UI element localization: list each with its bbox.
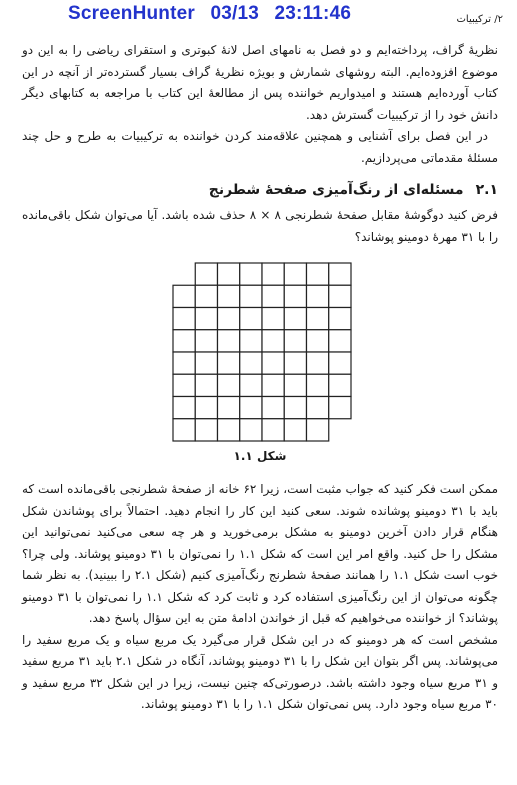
- board-cell: [307, 285, 329, 307]
- board-cell: [240, 397, 262, 419]
- board-cell: [307, 308, 329, 330]
- board-cell: [195, 330, 217, 352]
- board-cell: [284, 374, 306, 396]
- board-cell: [218, 397, 240, 419]
- board-cell: [329, 352, 351, 374]
- intro-paragraph-2: در این فصل برای آشنایی و همچنین علاقه‌مند کردن خواننده به ترکیبیات به طرح و حل چند مسئلهٔ مقدماتی می‌پردازیم.: [22, 129, 498, 165]
- board-cell: [173, 285, 195, 307]
- board-cell: [173, 397, 195, 419]
- board-cell: [329, 263, 351, 285]
- figure-1-1: [22, 262, 498, 467]
- board-cell: [218, 374, 240, 396]
- board-cell: [329, 285, 351, 307]
- board-cell: [218, 419, 240, 441]
- board-cell: [218, 330, 240, 352]
- board-cell: [195, 308, 217, 330]
- board-cell: [307, 352, 329, 374]
- board-cell: [284, 308, 306, 330]
- body-paragraph-2: مشخص است که هر دومینو که در این شکل قرار می‌گیرد یک مربع سیاه و یک مربع سفید را می‌پوشاند. پس اگر بتوان این شکل را با ۳۱ دومینو پوشاند، آنگاه در شکل ۲.۱ باید ۳۱ مربع سفید و ۳۱ مربع سیاه وجود داشته باشد. درصورتی‌که چنین نیست، زیرا در این شکل ۳۲ مربع سفید و ۳۰ مربع سیاه وجود دارد. پس نمی‌توان شکل ۱.۱ را با ۳۱ دومینو پوشاند.: [22, 632, 499, 711]
- board-cell: [218, 308, 240, 330]
- section-title: مسئله‌ای از رنگ‌آمیزی صفحهٔ شطرنج: [208, 182, 464, 198]
- board-cell: [218, 263, 240, 285]
- board-cell: [284, 285, 306, 307]
- board-cell: [307, 330, 329, 352]
- board-cell: [307, 419, 329, 441]
- board-cell: [195, 352, 217, 374]
- board-cell: [284, 419, 306, 441]
- board-cell: [240, 419, 262, 441]
- board-cell: [284, 263, 306, 285]
- board-cell: [195, 263, 217, 285]
- board-cell: [240, 285, 262, 307]
- board-cell: [284, 330, 306, 352]
- board-cell: [240, 374, 262, 396]
- board-cell: [307, 397, 329, 419]
- board-cell: [262, 397, 284, 419]
- overlay-date: 03/13: [210, 3, 260, 24]
- body-paragraph-1: ممکن است فکر کنید که جواب مثبت است، زیرا ۶۲ خانه از صفحهٔ شطرنجی باقی‌مانده است که باید با ۳۱ دومینو پوشانده شوند. سعی کنید این کار را انجام دهید. احتمالاً برای پوشاندن شکل هنگام قرار دادن آخرین دومینو به مشکل برمی‌خورید و هر چه سعی می‌کنید نمی‌توانید این مشکل را حل کنید. واقع امر این است که شکل ۱.۱ را نمی‌توان با ۳۱ دومینو پوشاند. ولی چرا؟ خوب است شکل ۱.۱ را همانند صفحهٔ شطرنج رنگ‌آمیزی کنیم (شکل ۲.۱ را ببینید). به نظر شما چگونه می‌توان از این رنگ‌آمیزی استفاده کرد و ثابت کرد که شکل ۱.۱ را نمی‌توان با ۳۱ دومینو پوشاند؟ از خواننده می‌خواهیم که قبل از خواندن ادامهٔ متن به این سؤال پاسخ دهد.: [22, 482, 499, 625]
- board-cell: [307, 374, 329, 396]
- board-cell: [173, 308, 195, 330]
- board-cell: [329, 374, 351, 396]
- board-cell: [329, 397, 351, 419]
- figure-caption: شکل ۱.۱: [233, 449, 287, 463]
- board-cell: [240, 330, 262, 352]
- screenhunter-overlay: [68, 3, 351, 25]
- board-cell: [173, 374, 195, 396]
- board-cell: [218, 285, 240, 307]
- board-cell: [284, 397, 306, 419]
- board-cell: [262, 285, 284, 307]
- board-cell: [173, 419, 195, 441]
- board-cell: [173, 330, 195, 352]
- board-cell: [284, 352, 306, 374]
- overlay-time: 23:11:46: [274, 3, 352, 24]
- board-cell: [329, 330, 351, 352]
- board-cell: [262, 308, 284, 330]
- section-heading: [22, 179, 498, 201]
- board-cell: [195, 419, 217, 441]
- board-cell: [307, 263, 329, 285]
- section-number: ۲.۱: [475, 182, 498, 198]
- board-cell: [195, 374, 217, 396]
- board-cell: [195, 285, 217, 307]
- book-page: [22, 40, 498, 716]
- overlay-app-name: ScreenHunter: [68, 3, 195, 24]
- running-head: ۲/ ترکیبیات: [456, 14, 503, 25]
- board-cell: [262, 374, 284, 396]
- board-cell: [240, 352, 262, 374]
- problem-statement: فرض کنید دوگوشهٔ مقابل صفحهٔ شطرنجی ۸ × ۸ حذف شده باشد. آیا می‌توان شکل باقی‌مانده را با ۳۱ مهرهٔ دومینو پوشاند؟: [22, 208, 498, 244]
- board-cell: [262, 419, 284, 441]
- board-cell: [240, 308, 262, 330]
- board-cell: [218, 352, 240, 374]
- board-cell: [195, 397, 217, 419]
- chessboard-figure: [172, 262, 352, 442]
- board-cell: [329, 308, 351, 330]
- board-cell: [240, 263, 262, 285]
- board-cell: [173, 352, 195, 374]
- board-cell: [262, 352, 284, 374]
- board-cell: [262, 263, 284, 285]
- board-cell: [262, 330, 284, 352]
- intro-paragraph-1: نظریهٔ گراف، پرداخته‌ایم و دو فصل به نامهای اصل لانهٔ کبوتری و استقرای ریاضی را به این دو موضوع افزوده‌ایم. البته روشهای شمارش و بویژه نظریهٔ گراف بسیار گسترده‌تر از آنچه در این کتاب آورده‌ایم هستند و امیدواریم خواننده پس از مطالعهٔ این کتاب با مراجعه به کتابهای دیگر دانش خود را از ترکیبیات گسترش دهد.: [22, 43, 498, 122]
